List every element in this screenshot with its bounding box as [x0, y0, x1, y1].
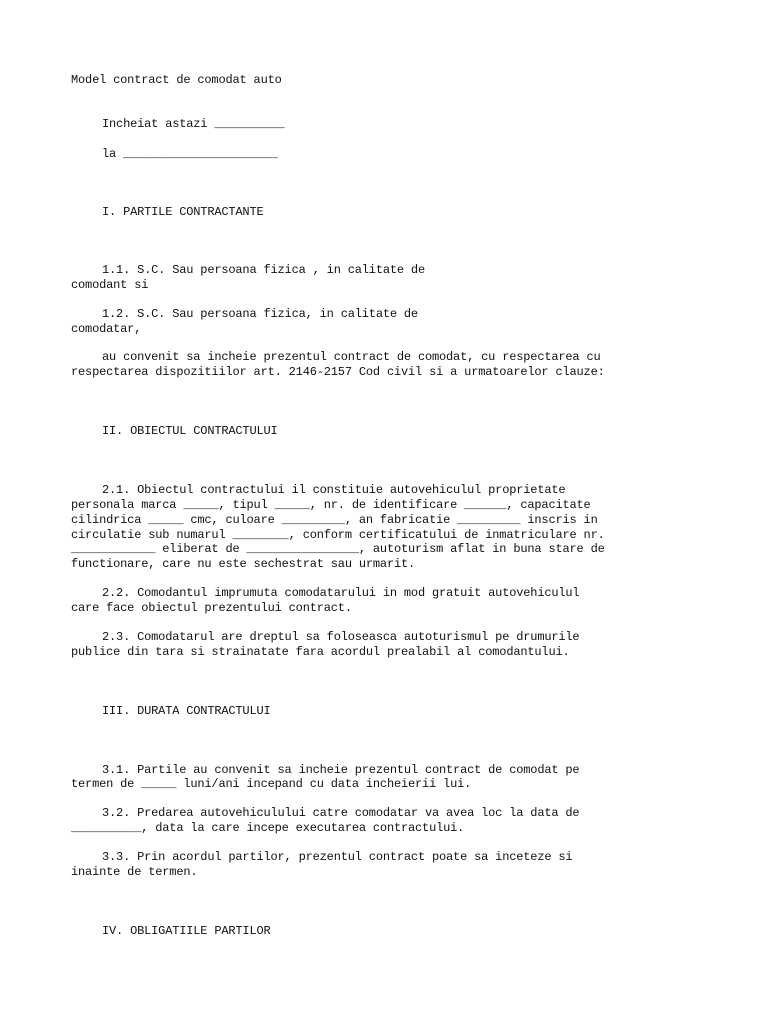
- paragraph-line: personala marca _____, tipul _____, nr. de identificare ______, capacitate: [71, 498, 591, 512]
- section-heading-1: I. PARTILE CONTRACTANTE: [102, 205, 264, 219]
- document-title: Model contract de comodat auto: [71, 73, 282, 87]
- paragraph-line: 3.1. Partile au convenit sa incheie prezentul contract de comodat pe: [102, 763, 580, 777]
- paragraph-line: __________, data la care incepe executarea contractului.: [71, 821, 465, 835]
- paragraph-line: 1.2. S.C. Sau persoana fizica, in calitate de: [102, 307, 418, 321]
- paragraph-line: comodant si: [71, 278, 149, 292]
- paragraph-line: functionare, care nu este sechestrat sau urmarit.: [71, 557, 416, 571]
- place-line: la ______________________: [102, 147, 278, 161]
- paragraph-line: 2.3. Comodatarul are dreptul sa foloseasca autoturismul pe drumurile: [102, 630, 580, 644]
- paragraph-line: 3.3. Prin acordul partilor, prezentul contract poate sa inceteze si: [102, 850, 573, 864]
- paragraph-line: inainte de termen.: [71, 865, 198, 879]
- paragraph-line: 3.2. Predarea autovehiculului catre comodatar va avea loc la data de: [102, 806, 580, 820]
- paragraph-line: publice din tara si strainatate fara acordul prealabil al comodantului.: [71, 645, 570, 659]
- section-heading-2: II. OBIECTUL CONTRACTULUI: [102, 424, 278, 438]
- paragraph-line: circulatie sub numarul ________, conform certificatului de inmatriculare nr.: [71, 528, 605, 542]
- paragraph-line: comodatar,: [71, 322, 142, 336]
- paragraph-line: au convenit sa incheie prezentul contract de comodat, cu respectarea cu: [102, 350, 601, 364]
- paragraph-line: 2.2. Comodantul imprumuta comodatarului in mod gratuit autovehiculul: [102, 586, 580, 600]
- date-line: Incheiat astazi __________: [102, 117, 285, 131]
- paragraph-line: care face obiectul prezentului contract.: [71, 601, 352, 615]
- paragraph-line: termen de _____ luni/ani incepand cu data incheierii lui.: [71, 777, 472, 791]
- paragraph-line: respectarea dispozitiilor art. 2146-2157 Cod civil si a urmatoarelor clauze:: [71, 365, 605, 379]
- section-heading-3: III. DURATA CONTRACTULUI: [102, 704, 271, 718]
- section-heading-4: IV. OBLIGATIILE PARTILOR: [102, 924, 271, 938]
- paragraph-line: 2.1. Obiectul contractului il constituie autovehiculul proprietate: [102, 483, 566, 497]
- paragraph-line: cilindrica _____ cmc, culoare _________, an fabricatie _________ inscris in: [71, 513, 598, 527]
- paragraph-line: 1.1. S.C. Sau persoana fizica , in calitate de: [102, 263, 425, 277]
- paragraph-line: ____________ eliberat de ________________, autoturism aflat in buna stare de: [71, 542, 605, 556]
